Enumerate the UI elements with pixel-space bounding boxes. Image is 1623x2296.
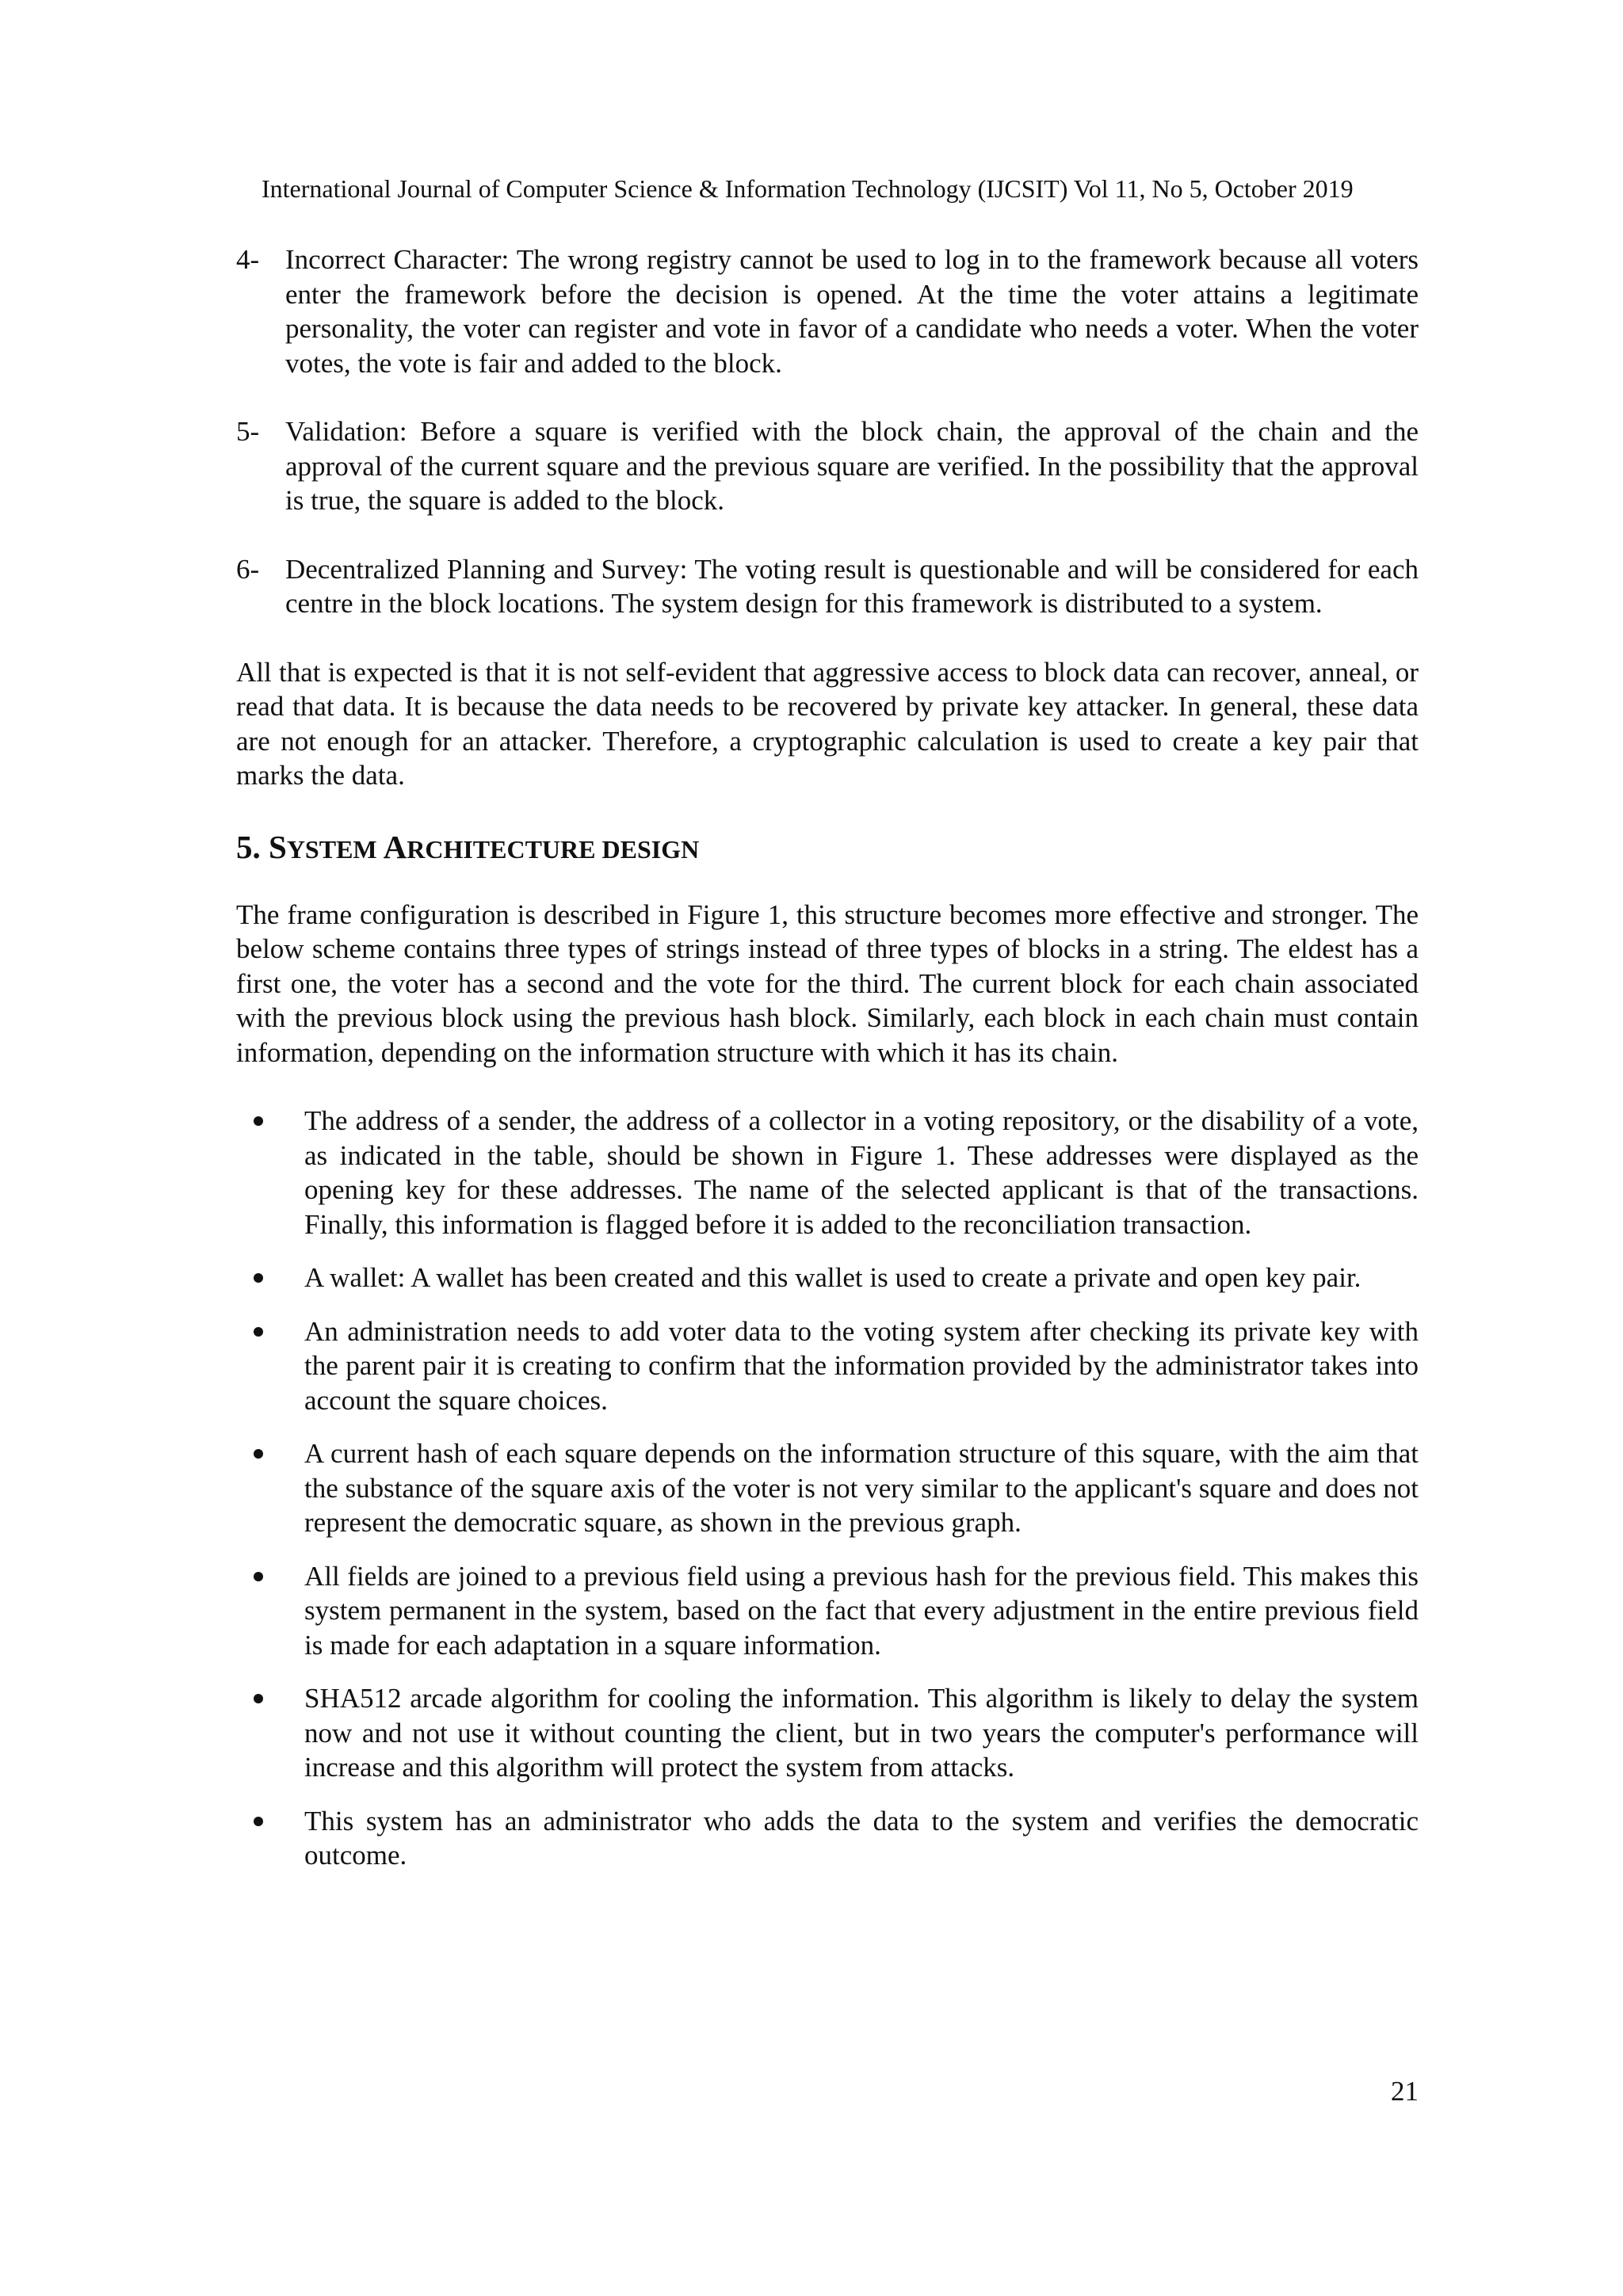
bullet-text: A wallet: A wallet has been created and this wallet is used to create a private and open key pair. [304, 1262, 1361, 1293]
section-title-part: A [383, 828, 407, 865]
section-title-part: S [269, 828, 287, 865]
bullet-text: This system has an administrator who adds the data to the system and verifies the democratic outcome. [304, 1805, 1419, 1871]
bullet-item [236, 1681, 1419, 1785]
item-number: 6- [236, 553, 260, 585]
item-number: 5- [236, 416, 260, 447]
bullet-icon [254, 1327, 263, 1337]
numbered-item-5 [236, 414, 1419, 518]
item-number: 4- [236, 244, 260, 275]
running-head: International Journal of Computer Science & Information Technology (IJCSIT) Vol 11, No 5, October 2019 [262, 174, 1354, 203]
bullet-icon [254, 1817, 263, 1826]
page-number: 21 [1391, 2076, 1419, 2107]
bullet-icon [254, 1273, 263, 1283]
section-title-part: YSTEM [286, 834, 384, 864]
section-heading [236, 827, 1419, 869]
section-intro-paragraph: The frame configuration is described in Figure 1, this structure becomes more effective and stronger. The below scheme contains three types of strings instead of three types of blocks in a string. The eldest has a first one, the voter has a second and the vote for the third. The current block for each chain associated with the previous block using the previous hash block. Similarly, each block in each chain must contain information, depending on the information structure with which it has its chain. [236, 898, 1419, 1068]
bullet-icon [254, 1694, 263, 1703]
page-body [236, 242, 1419, 1892]
numbered-item-6 [236, 552, 1419, 621]
bullet-item [236, 1436, 1419, 1540]
bullet-item [236, 1559, 1419, 1663]
bullet-text: The address of a sender, the address of a collector in a voting repository, or the disability of a vote, as indicated in the table, should be shown in Figure 1. These addresses were displayed as the opening key for these addresses. The name of the selected applicant is that of the transactions. Finally, this information is flagged before it is added to the reconciliation transaction. [304, 1105, 1419, 1240]
item-text: Validation: Before a square is verified with the block chain, the approval of the chain and the approval of the current square and the previous square are verified. In the possibility that the approval is true, the square is added to the block. [285, 416, 1419, 516]
item-text: Incorrect Character: The wrong registry cannot be used to log in to the framework because all voters enter the framework before the decision is opened. At the time the voter attains a legitimate personality, the voter can register and vote in favor of a candidate who needs a voter. When the voter votes, the vote is fair and added to the block. [285, 244, 1419, 379]
item-text: Decentralized Planning and Survey: The voting result is questionable and will be considered for each centre in the block locations. The system design for this framework is distributed to a system. [285, 553, 1419, 619]
bullet-icon [254, 1116, 263, 1126]
bullet-item [236, 1104, 1419, 1241]
bullet-text: An administration needs to add voter data to the voting system after checking its private key with the parent pair it is creating to confirm that the information provided by the administrator takes into account the square choices. [304, 1315, 1419, 1416]
section-title-part: RCHITECTURE DESIGN [407, 834, 700, 864]
numbered-item-4 [236, 242, 1419, 380]
bullet-icon [254, 1572, 263, 1581]
bullet-item [236, 1314, 1419, 1418]
bullet-list [236, 1104, 1419, 1873]
bullet-icon [254, 1449, 263, 1459]
body-paragraph: All that is expected is that it is not self-evident that aggressive access to block data can recover, anneal, or read that data. It is because the data needs to be recovered by private key attacker. In general, these data are not enough for an attacker. Therefore, a cryptographic calculation is used to create a key pair that marks the data. [236, 656, 1419, 791]
section-number: 5. [236, 828, 261, 865]
bullet-item [236, 1804, 1419, 1873]
bullet-text: SHA512 arcade algorithm for cooling the information. This algorithm is likely to delay the system now and not use it without counting the client, but in two years the computer's performance will increase and this algorithm will protect the system from attacks. [304, 1683, 1419, 1783]
bullet-item [236, 1261, 1419, 1295]
bullet-text: All fields are joined to a previous field using a previous hash for the previous field. This makes this system permanent in the system, based on the fact that every adjustment in the entire previous field is made for each adaptation in a square information. [304, 1560, 1419, 1661]
bullet-text: A current hash of each square depends on the information structure of this square, with the aim that the substance of the square axis of the voter is not very similar to the applicant's square and does not represent the democratic square, as shown in the previous graph. [304, 1438, 1419, 1538]
